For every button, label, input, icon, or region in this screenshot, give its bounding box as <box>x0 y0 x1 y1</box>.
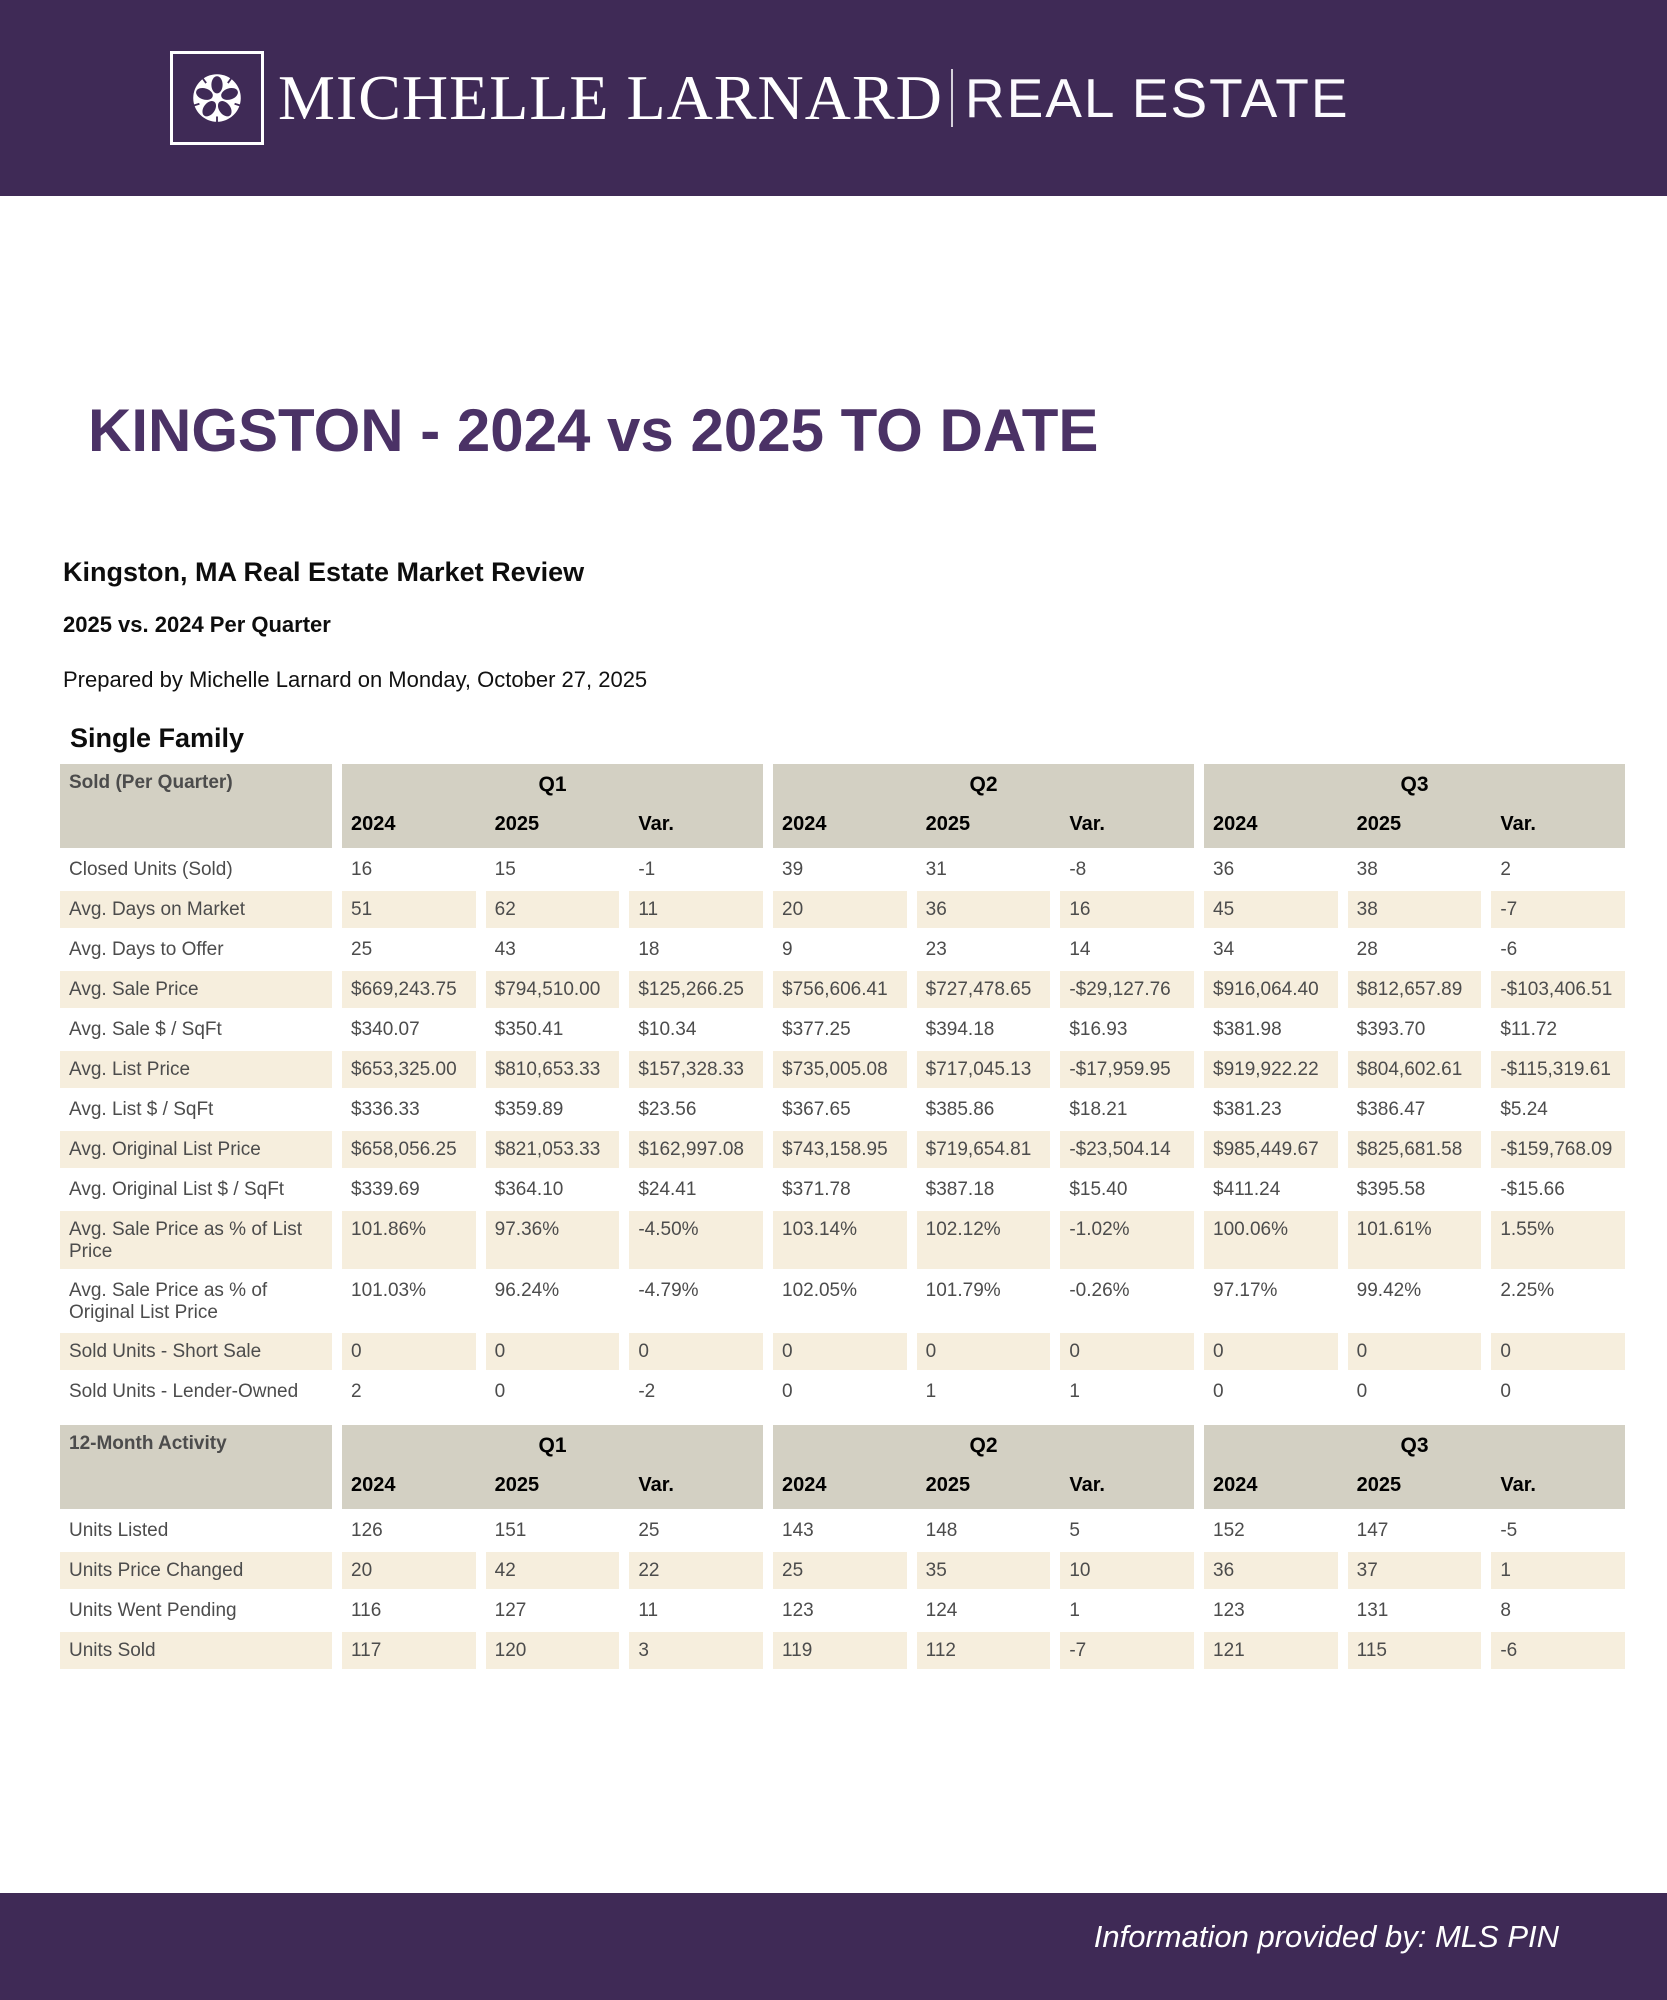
table-cell: $340.07 <box>351 1019 420 1040</box>
table-cell: -$23,504.14 <box>1060 1131 1194 1168</box>
table-title: 12-Month Activity <box>60 1425 332 1509</box>
table-cell: $985,449.67 <box>1204 1131 1338 1168</box>
table-cell: 1 <box>1491 1552 1625 1589</box>
row-label: Avg. Original List Price <box>60 1131 332 1168</box>
year-col-label: 2025 <box>494 813 540 835</box>
table-cell: 112 <box>917 1632 1051 1669</box>
table-cell: $339.69 <box>351 1179 420 1200</box>
table-cell: -7 <box>1491 891 1625 928</box>
table-cell: 8 <box>1500 1600 1511 1621</box>
table-cell: $18.21 <box>1069 1099 1128 1120</box>
table-cell: 31 <box>925 859 947 880</box>
quarter-header-q2 <box>773 764 1194 848</box>
table-cell: $810,653.33 <box>486 1051 620 1088</box>
footer-attribution-text: Information provided by: MLS PIN <box>1093 1919 1559 1954</box>
table-cell: $393.70 <box>1356 1019 1426 1040</box>
brand-divider <box>951 69 953 127</box>
table-cell: $381.98 <box>1213 1019 1282 1040</box>
table-cell: 38 <box>1356 859 1378 880</box>
year-column-headers <box>1204 1474 1625 1497</box>
quarter-label: Q1 <box>538 1434 567 1457</box>
table-cell: 22 <box>629 1552 763 1589</box>
table-cell: 124 <box>925 1600 958 1621</box>
table-cell: $16.93 <box>1069 1019 1128 1040</box>
table-cell: -$29,127.76 <box>1060 971 1194 1008</box>
table-cell: 1 <box>1069 1600 1080 1621</box>
row-label: Sold Units - Lender-Owned <box>69 1381 299 1402</box>
year-col-label: Var. <box>1069 1474 1105 1496</box>
table-cell: -$103,406.51 <box>1491 971 1625 1008</box>
table-cell: -6 <box>1500 939 1518 960</box>
table-cell: $653,325.00 <box>342 1051 476 1088</box>
table-cell: -8 <box>1069 859 1087 880</box>
table-cell: 0 <box>773 1333 907 1370</box>
table-cell: $371.78 <box>782 1179 851 1200</box>
table-cell: 25 <box>773 1552 907 1589</box>
year-column-headers <box>342 1474 763 1497</box>
year-col-label: 2024 <box>782 813 827 835</box>
quarter-label: Q3 <box>1400 1434 1429 1457</box>
table-cell: 127 <box>494 1600 527 1621</box>
table-cell: 97.36% <box>486 1211 620 1269</box>
table-cell: 120 <box>486 1632 620 1669</box>
year-col-label: Var. <box>1500 813 1536 835</box>
year-col-label: 2025 <box>925 1474 971 1496</box>
row-label: Avg. Days on Market <box>60 891 332 928</box>
table-cell: $411.24 <box>1213 1179 1281 1200</box>
table-cell: 11 <box>629 891 763 928</box>
table-cell: 0 <box>1356 1381 1368 1402</box>
table-cell: 96.24% <box>494 1280 560 1301</box>
year-col-label: 2024 <box>1213 813 1258 835</box>
table-cell: 1.55% <box>1491 1211 1625 1269</box>
row-label: Avg. Original List $ / SqFt <box>69 1179 285 1200</box>
table-cell: 16 <box>1060 891 1194 928</box>
sand-dollar-logo-icon <box>170 51 264 145</box>
year-col-label: 2025 <box>1356 1474 1402 1496</box>
table-cell: 99.42% <box>1356 1280 1422 1301</box>
table-cell: 36 <box>1213 859 1235 880</box>
table-cell: 20 <box>773 891 907 928</box>
year-col-label: 2025 <box>925 813 971 835</box>
table-cell: 143 <box>782 1520 814 1541</box>
table-cell: 25 <box>351 939 373 960</box>
table-cell: -4.50% <box>629 1211 763 1269</box>
table-cell: 14 <box>1069 939 1091 960</box>
table-cell: 1 <box>1069 1381 1080 1402</box>
page-title: KINGSTON - 2024 vs 2025 TO DATE <box>88 397 1099 464</box>
row-label: Units Sold <box>60 1632 332 1669</box>
report-subtitle: 2025 vs. 2024 Per Quarter <box>63 612 331 637</box>
table-cell: -$159,768.09 <box>1491 1131 1625 1168</box>
row-label: Avg. Sale Price as % of List Price <box>60 1211 332 1269</box>
quarter-label: Q2 <box>969 773 998 796</box>
section-title-single-family: Single Family <box>70 723 245 753</box>
table-cell: 38 <box>1348 891 1482 928</box>
table-cell: 97.17% <box>1213 1280 1278 1301</box>
table-cell: 18 <box>638 939 660 960</box>
quarter-header-q2 <box>773 1425 1194 1509</box>
table-cell: -1.02% <box>1060 1211 1194 1269</box>
prepared-by-line: Prepared by Michelle Larnard on Monday, October 27, 2025 <box>63 667 648 692</box>
table-cell: 131 <box>1356 1600 1389 1621</box>
table-cell: 2 <box>351 1381 362 1402</box>
table-cell: $812,657.89 <box>1348 971 1482 1008</box>
table-cell: $5.24 <box>1500 1099 1548 1120</box>
table-cell: $794,510.00 <box>486 971 620 1008</box>
quarter-label: Q1 <box>538 773 567 796</box>
table-cell: 0 <box>1204 1333 1338 1370</box>
row-label: Units Went Pending <box>69 1600 237 1621</box>
report-meta <box>63 557 1667 693</box>
table-cell: 100.06% <box>1204 1211 1338 1269</box>
year-col-label: 2024 <box>351 813 396 835</box>
table-cell: $394.18 <box>925 1019 995 1040</box>
row-label: Avg. Sale $ / SqFt <box>69 1019 222 1040</box>
year-col-label: 2024 <box>351 1474 396 1496</box>
table-cell: $24.41 <box>638 1179 697 1200</box>
table-cell: 0 <box>1213 1381 1224 1402</box>
table-cell: $23.56 <box>638 1099 697 1120</box>
year-col-label: 2025 <box>494 1474 540 1496</box>
quarter-header-q1 <box>342 764 763 848</box>
table-cell: $717,045.13 <box>917 1051 1051 1088</box>
table-cell: 126 <box>351 1520 383 1541</box>
twelve-month-activity-table <box>0 1425 1667 1669</box>
table-cell: 0 <box>1500 1381 1511 1402</box>
year-column-headers <box>773 813 1194 836</box>
table-cell: 101.03% <box>351 1280 427 1301</box>
table-cell: $916,064.40 <box>1204 971 1338 1008</box>
table-cell: 5 <box>1069 1520 1080 1541</box>
table-cell: $364.10 <box>494 1179 564 1200</box>
table-cell: $125,266.25 <box>629 971 763 1008</box>
table-cell: 36 <box>1204 1552 1338 1589</box>
table-cell: $367.65 <box>782 1099 851 1120</box>
table-cell: 101.61% <box>1348 1211 1482 1269</box>
year-column-headers <box>342 813 763 836</box>
table-cell: 42 <box>486 1552 620 1589</box>
year-column-headers <box>1204 813 1625 836</box>
table-cell: $350.41 <box>494 1019 564 1040</box>
table-cell: $15.40 <box>1069 1179 1128 1200</box>
table-cell: $377.25 <box>782 1019 851 1040</box>
row-label: Avg. Sale Price as % of Original List Price <box>69 1280 268 1323</box>
table-cell: 45 <box>1204 891 1338 928</box>
table-cell: $386.47 <box>1356 1099 1426 1120</box>
table-title: Sold (Per Quarter) <box>60 764 332 848</box>
table-cell: 16 <box>351 859 373 880</box>
table-cell: 2 <box>1500 859 1511 880</box>
year-col-label: Var. <box>1500 1474 1536 1496</box>
table-cell: 39 <box>782 859 804 880</box>
table-cell: $359.89 <box>494 1099 564 1120</box>
report-title: Kingston, MA Real Estate Market Review <box>63 557 585 587</box>
table-cell: 23 <box>925 939 947 960</box>
table-cell: 151 <box>494 1520 527 1541</box>
quarter-header-q3 <box>1204 1425 1625 1509</box>
table-cell: 35 <box>917 1552 1051 1589</box>
table-cell: 43 <box>494 939 516 960</box>
table-cell: $395.58 <box>1356 1179 1426 1200</box>
year-col-label: 2024 <box>1213 1474 1258 1496</box>
table-cell: -6 <box>1491 1632 1625 1669</box>
table-cell: 116 <box>351 1600 382 1621</box>
table-cell: 0 <box>494 1381 506 1402</box>
table-cell: 102.05% <box>782 1280 858 1301</box>
table-cell: 117 <box>342 1632 476 1669</box>
table-cell: 123 <box>782 1600 814 1621</box>
year-column-headers <box>773 1474 1194 1497</box>
brand-header <box>0 0 1667 196</box>
table-cell: 1 <box>925 1381 937 1402</box>
table-cell: -4.79% <box>638 1280 699 1301</box>
table-cell: 0 <box>917 1333 1051 1370</box>
row-label: Sold Units - Short Sale <box>60 1333 332 1370</box>
table-cell: 0 <box>1060 1333 1194 1370</box>
table-cell: $387.18 <box>925 1179 995 1200</box>
table-cell: 15 <box>494 859 516 880</box>
table-cell: 62 <box>486 891 620 928</box>
table-cell: -1 <box>638 859 656 880</box>
brand-suffix: REAL ESTATE <box>964 67 1350 129</box>
table-cell: 3 <box>629 1632 763 1669</box>
row-label: Avg. List Price <box>60 1051 332 1088</box>
row-label: Avg. Days to Offer <box>69 939 224 960</box>
year-col-label: Var. <box>1069 813 1105 835</box>
table-cell: $385.86 <box>925 1099 995 1120</box>
table-cell: 10 <box>1060 1552 1194 1589</box>
quarter-label: Q2 <box>969 1434 998 1457</box>
brand-name: MICHELLE LARNARD <box>278 62 943 133</box>
sold-per-quarter-table <box>0 764 1667 1410</box>
table-cell: 11 <box>638 1600 659 1621</box>
table-cell: 0 <box>1491 1333 1625 1370</box>
table-cell: 148 <box>925 1520 958 1541</box>
table-cell: 121 <box>1204 1632 1338 1669</box>
table-cell: 0 <box>1348 1333 1482 1370</box>
table-cell: $919,922.22 <box>1204 1051 1338 1088</box>
table-cell: $669,243.75 <box>342 971 476 1008</box>
table-cell: $336.33 <box>351 1099 420 1120</box>
activity-table-grid <box>60 1425 1625 1669</box>
table-cell: $11.72 <box>1500 1019 1558 1040</box>
table-cell: $10.34 <box>638 1019 697 1040</box>
table-cell: 0 <box>782 1381 793 1402</box>
year-col-label: Var. <box>638 813 674 835</box>
table-cell: 2.25% <box>1500 1280 1555 1301</box>
table-cell: $162,997.08 <box>629 1131 763 1168</box>
table-cell: 36 <box>917 891 1051 928</box>
table-cell: 115 <box>1348 1632 1482 1669</box>
sold-table-grid <box>60 764 1625 1410</box>
table-cell: -$115,319.61 <box>1491 1051 1625 1088</box>
table-cell: 123 <box>1213 1600 1245 1621</box>
table-cell: $719,654.81 <box>917 1131 1051 1168</box>
quarter-label: Q3 <box>1400 773 1429 796</box>
table-cell: -$17,959.95 <box>1060 1051 1194 1088</box>
year-col-label: 2025 <box>1356 813 1402 835</box>
row-label: Avg. Sale Price <box>60 971 332 1008</box>
table-cell: 51 <box>342 891 476 928</box>
table-cell: -7 <box>1060 1632 1194 1669</box>
table-cell: 9 <box>782 939 793 960</box>
table-cell: 37 <box>1348 1552 1482 1589</box>
table-cell: -0.26% <box>1069 1280 1130 1301</box>
year-col-label: Var. <box>638 1474 674 1496</box>
table-cell: 0 <box>342 1333 476 1370</box>
row-label: Units Listed <box>69 1520 169 1541</box>
table-cell: -5 <box>1500 1520 1518 1541</box>
table-cell: $157,328.33 <box>629 1051 763 1088</box>
row-label: Avg. List $ / SqFt <box>69 1099 214 1120</box>
brand-lockup <box>170 51 1350 145</box>
table-cell: 0 <box>486 1333 620 1370</box>
table-cell: 102.12% <box>917 1211 1051 1269</box>
table-cell: 0 <box>629 1333 763 1370</box>
table-cell: $727,478.65 <box>917 971 1051 1008</box>
quarter-header-q1 <box>342 1425 763 1509</box>
table-cell: -$15.66 <box>1500 1179 1565 1200</box>
table-cell: 152 <box>1213 1520 1245 1541</box>
table-cell: 25 <box>638 1520 660 1541</box>
table-cell: $804,602.61 <box>1348 1051 1482 1088</box>
table-cell: -2 <box>638 1381 656 1402</box>
table-cell: $658,056.25 <box>342 1131 476 1168</box>
row-label: Units Price Changed <box>60 1552 332 1589</box>
table-cell: 119 <box>773 1632 907 1669</box>
table-cell: 101.79% <box>925 1280 1001 1301</box>
table-cell: $735,005.08 <box>773 1051 907 1088</box>
table-cell: 147 <box>1356 1520 1389 1541</box>
table-cell: 28 <box>1356 939 1378 960</box>
table-cell: $821,053.33 <box>486 1131 620 1168</box>
table-cell: $825,681.58 <box>1348 1131 1482 1168</box>
table-cell: 103.14% <box>773 1211 907 1269</box>
table-cell: $743,158.95 <box>773 1131 907 1168</box>
row-label: Closed Units (Sold) <box>69 859 233 880</box>
table-cell: 20 <box>342 1552 476 1589</box>
table-cell: 101.86% <box>342 1211 476 1269</box>
table-cell: $756,606.41 <box>773 971 907 1008</box>
year-col-label: 2024 <box>782 1474 827 1496</box>
table-cell: 34 <box>1213 939 1235 960</box>
footer-bar <box>0 1893 1667 2000</box>
table-cell: $381.23 <box>1213 1099 1282 1120</box>
quarter-header-q3 <box>1204 764 1625 848</box>
